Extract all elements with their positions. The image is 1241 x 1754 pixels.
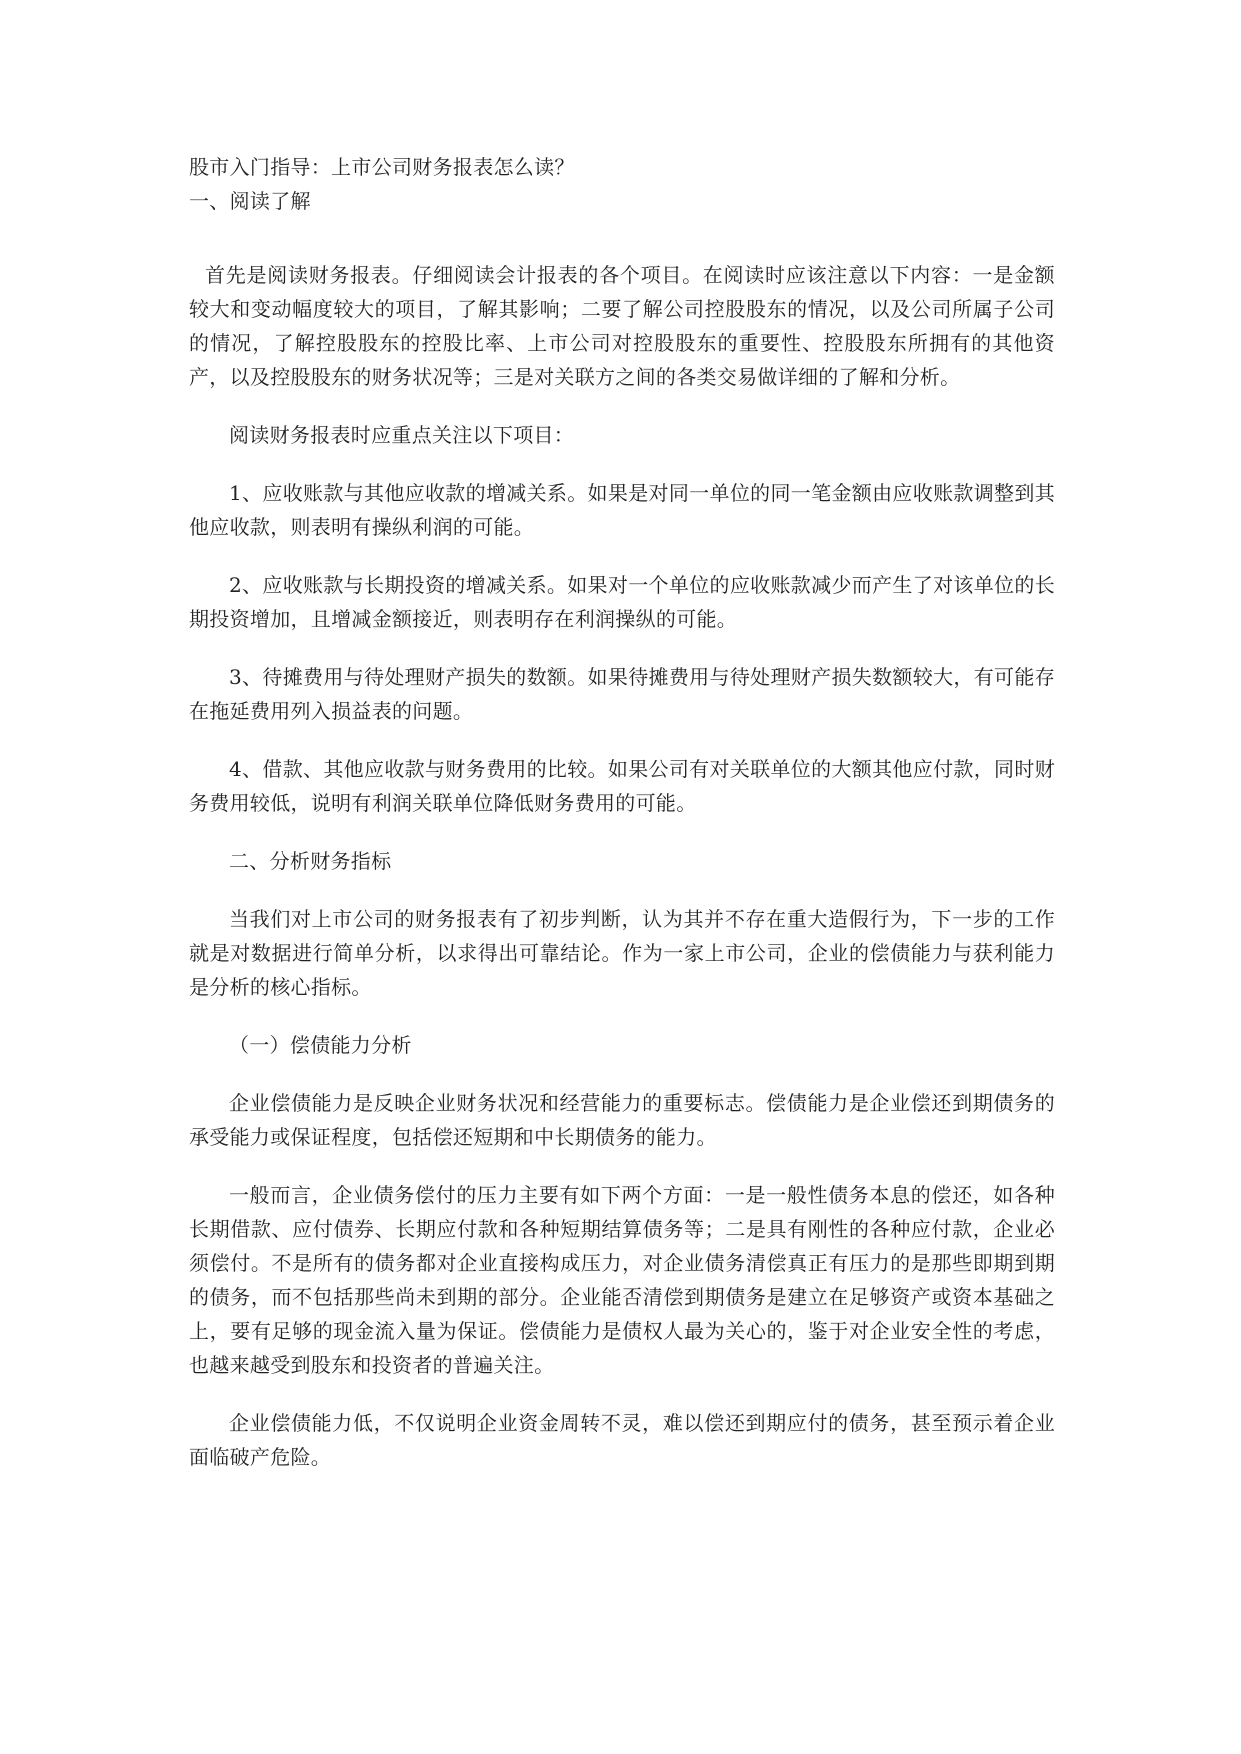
- paragraph-reading-statements: 首先是阅读财务报表。仔细阅读会计报表的各个项目。在阅读时应该注意以下内容：一是金额较大和变动幅度较大的项目，了解其影响；二要了解公司控股股东的情况，以及公司所属子公司的情况，了解控股股东的控股比率、上市公司对控股股东的重要性、控股股东所拥有的其他资产，以及控股股东的财务状况等；三是对关联方之间的各类交易做详细的了解和分析。: [189, 263, 1055, 389]
- document-body: [189, 150, 1055, 1498]
- section1-heading: 一、阅读了解: [189, 189, 311, 213]
- paragraph-solvency-definition: 企业偿债能力是反映企业财务状况和经营能力的重要标志。偿债能力是企业偿还到期债务的承受能力或保证程度，包括偿还短期和中长期债务的能力。: [189, 1091, 1055, 1149]
- list-item-2: 2、应收账款与长期投资的增减关系。如果对一个单位的应收账款减少而产生了对该单位的长期投资增加，且增减金额接近，则表明存在利润操纵的可能。: [189, 573, 1055, 631]
- paragraph-debt-pressure: 一般而言，企业债务偿付的压力主要有如下两个方面：一是一般性债务本息的偿还，如各种长期借款、应付债券、长期应付款和各种短期结算债务等；二是具有刚性的各种应付款，企业必须偿付。不是所有的债务都对企业直接构成压力，对企业债务清偿真正有压力的是那些即期到期的债务，而不包括那些尚未到期的部分。企业能否清偿到期债务是建立在足够资产或资本基础之上，要有足够的现金流入量为保证。偿债能力是债权人最为关心的，鉴于对企业安全性的考虑，也越来越受到股东和投资者的普遍关注。: [189, 1183, 1055, 1377]
- document-title: 股市入门指导：上市公司财务报表怎么读？: [189, 155, 575, 179]
- paragraph-analysis-intro: 当我们对上市公司的财务报表有了初步判断，认为其并不存在重大造假行为，下一步的工作就是对数据进行简单分析，以求得出可靠结论。作为一家上市公司，企业的偿债能力与获利能力是分析的核心指标。: [189, 907, 1055, 999]
- section2-heading: 二、分析财务指标: [229, 849, 392, 873]
- list-item-4: 4、借款、其他应收款与财务费用的比较。如果公司有对关联单位的大额其他应付款，同时财务费用较低，说明有利润关联单位降低财务费用的可能。: [189, 757, 1055, 815]
- list-item-1: 1、应收账款与其他应收款的增减关系。如果是对同一单位的同一笔金额由应收账款调整到其他应收款，则表明有操纵利润的可能。: [189, 481, 1055, 539]
- subsection1-heading: （一）偿债能力分析: [229, 1033, 412, 1057]
- list-item-3: 3、待摊费用与待处理财产损失的数额。如果待摊费用与待处理财产损失数额较大，有可能存在拖延费用列入损益表的问题。: [189, 665, 1055, 723]
- paragraph-focus-items-intro: 阅读财务报表时应重点关注以下项目：: [229, 423, 575, 447]
- paragraph-low-solvency: 企业偿债能力低，不仅说明企业资金周转不灵，难以偿还到期应付的债务，甚至预示着企业面临破产危险。: [189, 1411, 1055, 1469]
